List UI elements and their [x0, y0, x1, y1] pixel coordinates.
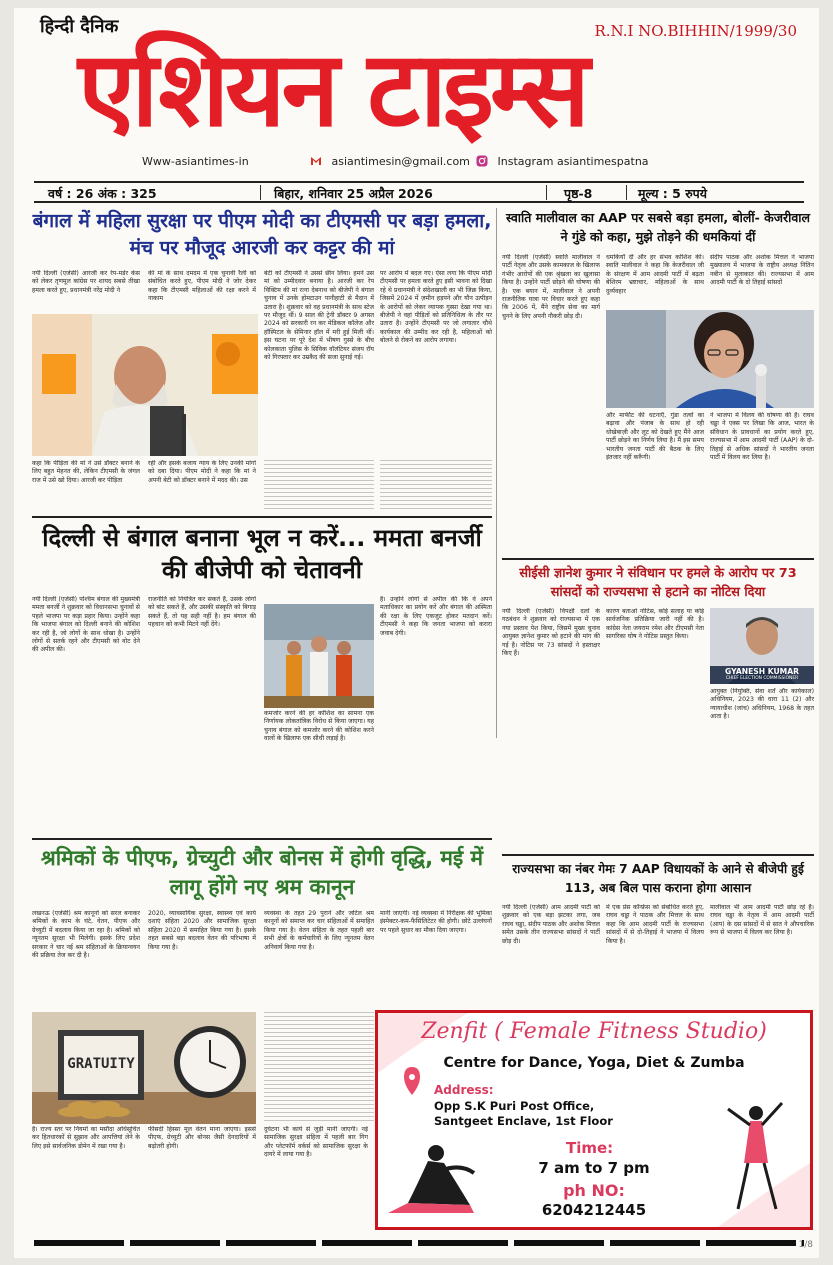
page-number: 1/8 — [798, 1240, 813, 1250]
ad-phone-label: ph NO: — [563, 1181, 625, 1200]
masthead — [14, 8, 819, 158]
instagram-link[interactable]: Instagram asiantimespatna — [497, 155, 649, 168]
rajya-story-headline-block — [502, 860, 814, 900]
zenfit-advertisement[interactable] — [375, 1010, 813, 1230]
contact-strip — [142, 155, 762, 173]
website-link[interactable]: Www-asiantimes-in — [142, 155, 249, 168]
modi-story-col4: पर आरोप में बदल गए। ऐसा लगा कि पीएम मोदी टीएमसी पर हमला करते हुए इसी भावना को दिखा रहे थे प्रधानमंत्री ने संदेशखाली का भी जिक्र किया, जिसमें 2024 में ज़मीन हड़पने और यौन उत्पीड़न के आरोपों को लेकर व्यापक गुस्सा देखा गया था। बीजेपी ने वहां पीड़ितों को प्रतिनिधित्व के तौर पर उतारा है। उन्होंने टीएमसी पर जो लगातार चौथे कार्यकाल की उम्मीद कर रही है, महिलाओं को बोलने से रोकने का आरोप लगाया। — [380, 270, 492, 345]
labour-story-headline[interactable]: श्रमिकों के पीएफ, ग्रेच्युटी और बोनस में होगी वृद्धि, मई में लागू होंगे नए श्रम कानून — [40, 846, 484, 899]
swati-story-col1: नयी दिल्ली (एजेंसी) स्वाति मालीवाल ने पार्टी नेतृत्व और उसके कामकाज के खिलाफ गंभीर आरोपों की एक श्रृंखला का खुलासा किया है। उन्होंने पार्टी छोड़ने की घोषणा की है। एक बयान में, मालीवाल ने अपनी राजनीतिक यात्रा पर विचार करते हुए कहा कि 2006 में, मैंने राष्ट्रीय सेवा का मार्ग चुनने के लिए अपनी नौकरी छोड़ दी। — [502, 254, 600, 320]
modi-story-col3: बेटी को टीएमसी ने उससे छीन लिया। हमने उस मां को उम्मीदवार बनाया है। आरजी कर रेप विक्टिम की मां रत्ना देबनाथ को बीजेपी ने बंगाल चुनाव में उनके होमटाउन पानीहाटी से मैदान में उतारा है। शुक्रवार को वह प्रधानमंत्री के साथ स्टेज पर मौजूद थीं। 9 साल की ट्रेनी डॉक्टर 9 अगस्त 2024 को सरकारी रन कर मेडिकल कॉलेज और हॉस्पिटल के सेमिनार हॉल में मरी हुई मिली थीं। इस घटना पर पूरे देश में भीषण गुस्से के बीच कोलकाता पुलिस के सिविक वॉलंटियर संजय रॉय को गिरफ्तार कर उम्रकैद की सजा सुनाई गई। — [264, 270, 374, 362]
gyanesh-photo-caption-title: CHIEF ELECTION COMMISSIONER — [725, 676, 799, 681]
labour-story-bottom2: फीसदी हिस्सा मूल वेतन माना जाएगा। इससे पीएफ, ग्रेच्युटी और बोनस जैसी देनदारियों में बढ़ोतरी होगी। — [148, 1126, 256, 1150]
mamata-rally-photo — [264, 604, 374, 708]
ad-brand: Zenfit ( Female Fitness Studio) — [421, 1019, 767, 1044]
gyanesh-story-col2: कारण बताओ नोटिस, कोई सलाह या कोई सार्वजनिक प्रतिक्रिया जारी नहीं की है। कांग्रेस नेता जयराम रमेश और टीएमसी नेता सागरिका घोष ने नोटिस प्रस्तुत किया। — [606, 608, 704, 641]
gyanesh-photo-caption-name: GYANESH KUMAR — [725, 667, 799, 676]
mamata-story-headline-block — [32, 522, 492, 590]
modi-story-col2: की मां के साथ दमदम में एक चुनावी रैली को संबोधित करते हुए, पीएम मोदी ने जोर देकर कहा कि टीएमसी महिलाओं की रक्षा करने में नाकाम — [148, 270, 256, 303]
mail-icon — [310, 155, 322, 167]
labour-story-bottom1: है। राज्य स्तर पर नियमों का मसौदा अधिसूचित कर हितधारकों से सुझाव और आपत्तियां लेने के लिए इसे सार्वजनिक डोमेन में रखा गया है। — [32, 1126, 140, 1150]
swati-maliwal-photo — [606, 310, 814, 408]
gratuity-photo — [32, 1012, 256, 1124]
mamata-story-col3: कमजोर करने की हर कोशिश का सामना एक निर्णायक लोकतांत्रिक विरोध से किया जाएगा। यह चुनाव बंगाल को कमजोर करने की कोशिश करने वालों के खिलाफ एक सीधी लड़ाई है। — [264, 710, 374, 743]
price: मूल्य : 5 रुपये — [638, 186, 708, 201]
ad-tagline: Centre for Dance, Yoga, Diet & Zumba — [443, 1055, 745, 1071]
labour-story-col3: व्यवस्था के तहत 29 पुराने और जटिल श्रम कानूनों को समाप्त कर चार संहिताओं में समाहित किया गया है। वेतन संहिता के तहत पहली बार सभी क्षेत्रों के कर्मचारियों के लिए न्यूनतम वेतन अनिवार्य किया गया है। — [264, 910, 374, 951]
gyanesh-story-col3: आयुक्त (नियुक्ति, सेवा शर्तें और कार्यकाल) अधिनियम, 2023 की धारा 11 (2) और न्यायाधीश (जांच) अधिनियम, 1968 के तहत आता है। — [710, 688, 814, 721]
rajya-story-headline[interactable]: राज्यसभा का नंबर गेमः 7 AAP विधायकों के आने से बीजेपी हुई 113, अब बिल पास कराना होगा आसान — [512, 862, 804, 895]
labour-story-bottom3: दुर्घटना भी कार्य से जुड़ी मानी जाएगी। नई सामाजिक सुरक्षा संहिता में पहली बार गिग और प्लेटफॉर्म वर्कर्स को सामाजिक सुरक्षा के दायरे में लाया गया है। — [264, 1126, 368, 1159]
labour-story-col2: 2020, व्यावसायिक सुरक्षा, स्वास्थ्य एवं कार्य दशाएं संहिता 2020 और सामाजिक सुरक्षा संहिता 2020 में समाहित किया गया है। इसके तहत सबसे बड़ा बदलाव वेतन की परिभाषा में किया गया है। — [148, 910, 256, 951]
ad-address-label: Address: — [434, 1083, 494, 1097]
modi-rally-photo — [32, 314, 258, 456]
labour-story-col4: मानी जाएगी। नई व्यवस्था में निरीक्षक की भूमिका इंस्पेक्टर-कम-फैसिलिटेटर की होगी। छोटे उल्लंघनों पर पहले सुधार का मौका दिया जाएगा। — [380, 910, 492, 934]
modi-story-text-continued — [264, 460, 374, 510]
modi-story-intro: नयी दिल्ली (एजेंसी) आरजी कर रेप-मर्डर केस को लेकर तृणमूल कांग्रेस पर शायद सबसे तीखा हमला करते हुए, प्रधानमंत्री नरेंद्र मोदी ने — [32, 270, 140, 294]
swati-story-lower: और मार्फीट की धटनाएँ, गुंडा तत्वों का बढ़ावा और पंजाब के साथ हो रही धोखेबाज़ी और लूट को देखते हुए मैंने आज पार्टी छोड़ने का निर्णय लिया है। मैं इस समय भारतीय जनता पार्टी की बैठक के लिए इंतजार नहीं करूँगी। — [606, 412, 704, 462]
modi-story-text-continued-2 — [380, 460, 492, 510]
place-date: बिहार, शनिवार 25 अप्रैल 2026 — [274, 186, 433, 201]
mamata-story-col2: राजनीति को नियंत्रित कर सकते हैं, उसके लोगों को बांट सकते हैं, और उसकी संस्कृति को बिगाड़ सकते हैं, तो यह सही नहीं है। हम बंगाल की पहचान को कभी मिटने नहीं देंगे। — [148, 596, 256, 629]
labour-story-col3-cont — [264, 1012, 374, 1124]
newspaper-title: एशियन टाइम्स — [78, 28, 586, 150]
newspaper-page — [14, 8, 819, 1258]
ad-time-label: Time: — [566, 1139, 614, 1157]
ad-phone[interactable]: 6204212445 — [541, 1201, 647, 1219]
swati-story-headline[interactable]: स्वाति मालीवाल का AAP पर सबसे बड़ा हमला, बोलीं- केजरीवाल ने गुंडे को कहा, मुझे तोड़ने की धमकियां दीं — [505, 210, 811, 244]
swati-story-lower2: ने भाजपा में विलय की घोषणा की है। राघव चड्ढा ने एक्स पर लिखा कि आज, भारत के संविधान के प्रावधानों का प्रयोग करते हुए, राज्यसभा में आम आदमी पार्टी (AAP) के दो-तिहाई से अधिक सांसदों ने भारतीय जनता पार्टी में विलय कर लिया है। — [710, 412, 814, 462]
rajya-story-col1: नयी दिल्ली (एजेंसी) आम आदमी पार्टी को शुक्रवार को एक बड़ा झटका लगा, जब राघव चड्ढा, संदीप पाठक और अशोक मित्तल समेत उसके तीन राज्यसभा सांसदों ने पार्टी छोड़ दी। — [502, 904, 600, 945]
modi-story-bottom2: रही और इसके बजाय न्याय के लिए उनकी मांगों को दबा दिया। पीएम मोदी ने कहा कि मां ने अपनी बेटी को डॉक्टर बनाने में मदद की। उस — [148, 460, 256, 484]
email-link[interactable]: asiantimesin@gmail.com — [331, 155, 470, 168]
rajya-story-col2: में एक प्रेस कॉन्फ्रेंस को संबोधित करते हुए, राघव चड्ढा ने पाठक और मित्तल के साथ कहा कि आम आदमी पार्टी के राज्यसभा सांसदों में से दो-तिहाई ने भाजपा में विलय किया है। — [606, 904, 704, 945]
modi-story-headline[interactable]: बंगाल में महिला सुरक्षा पर पीएम मोदी का टीएमसी पर बड़ा हमला, मंच पर मौजूद आरजी कर कट्टर की मां — [32, 210, 492, 259]
gyanesh-story-headline[interactable]: सीईसी ज्ञानेश कुमार ने संविधान पर हमले के आरोप पर 73 सांसदों को राज्यसभा से हटाने का नोटिस दिया — [519, 566, 797, 600]
swati-story-col3: संदीप पाठक और अशोक मित्तल ने भाजपा मुख्यालय में भाजपा के राष्ट्रीय अध्यक्ष नितिन नबीन से मुलाकात की। राज्यसभा में आम आदमी पार्टी के दो तिहाई सांसदों — [710, 254, 814, 287]
volume-issue: वर्ष : 26 अंक : 325 — [48, 186, 157, 201]
ad-time: 7 am to 7 pm — [538, 1159, 650, 1177]
rajya-story-col3: मालीवाल भी आम आदमी पार्टी छोड़ रहे हैं। राघव चड्ढा के नेतृत्व में आम आदमी पार्टी (आप) के दस सांसदों में से सात ने औपचारिक रूप से भाजपा में विलय कर लिया है। — [710, 904, 814, 937]
gyanesh-story-col1: नयी दिल्ली (एजेंसी) विपक्षी दलों के गठबंधन ने शुक्रवार को राज्यसभा में एक नया प्रस्ताव पेश किया, जिसमें मुख्य चुनाव आयुक्त ज्ञानेश कुमार को हटाने की मांग की गई है। नोटिस पर 73 सांसदों ने हस्ताक्षर किए हैं। — [502, 608, 600, 658]
ad-address: Opp S.K Puri Post Office, Santgeet Enclave, 1st Floor — [434, 1099, 613, 1128]
dateline-bar — [34, 181, 804, 203]
mamata-story-col1: नयी दिल्ली (एजेंसी) पश्चिम बंगाल की मुख्यमंत्री ममता बनर्जी ने शुक्रवार को विधानसभा चुनावों से पहले भाजपा पर कड़ा प्रहार किया। उन्होंने कहा कि भाजपा बंगाल को दिल्ली बनाने की कोशिश कर रही है, जो लोगों के साथ धोखा है। उन्होंने लोगों से सतर्क रहने और टीएमसी को वोट देने की अपील की। — [32, 596, 140, 654]
masthead-small-title: हिन्दी दैनिक — [40, 16, 119, 37]
modi-story-bottom1: कहा कि पीड़िता की मां ने उसे डॉक्टर बनाने के लिए बहुत मेहनत की, लेकिन टीएमसी के जंगल राज में उसे खो दिया। आरजी कर पीड़िता — [32, 460, 140, 484]
labour-story-col1: लखनऊ (एजेंसी) श्रम कानूनों को सरल बनाकर श्रमिकों के काम के घंटे, वेतन, पीएफ और ग्रेच्युटी में बदलाव किया जा रहा है। श्रमिकों को न्यूनतम सुरक्षा भी मिलेगी। इसके लिए प्रदेश सरकार ने चार नई श्रम संहिताओं के क्रियान्वयन की प्रक्रिया तेज कर दी है। — [32, 910, 140, 960]
gyanesh-kumar-photo — [710, 608, 814, 684]
gyanesh-story-headline-block — [502, 564, 814, 604]
modi-story-headline-block — [32, 208, 492, 266]
labour-story-headline-block — [32, 844, 492, 906]
gratuity-label: GRATUITY — [67, 1056, 135, 1072]
mamata-story-col4: है। उन्होंने लोगों से अपील की कि वे अपने मताधिकार का प्रयोग करें और बंगाल की अस्मिता की रक्षा के लिए एकजुट होकर मतदान करें। टीएमसी ने कहा कि जनता भाजपा को करारा जवाब देगी। — [380, 596, 492, 637]
rni-number: R.N.I NO.BIHHIN/1999/30 — [594, 22, 797, 40]
page-count: पृष्ठ-8 — [564, 186, 593, 201]
mamata-story-headline[interactable]: दिल्ली से बंगाल बनाना भूल न करें... ममता बनर्जी की बीजेपी को चेतावनी — [42, 524, 482, 584]
page-bottom-rule — [34, 1240, 804, 1246]
swati-story-headline-block — [502, 208, 814, 252]
swati-story-col2: धमकियाँ दीं और हर संभव कोशिश की। स्वाति मालीवाल ने कहा कि केजरीवाल जी के संरक्षण में आम आदमी पार्टी में बढ़ता बेशिरम भ्रष्टाचार, महिलाओं के साथ दुर्व्यवहार — [606, 254, 704, 295]
instagram-icon — [476, 155, 488, 167]
